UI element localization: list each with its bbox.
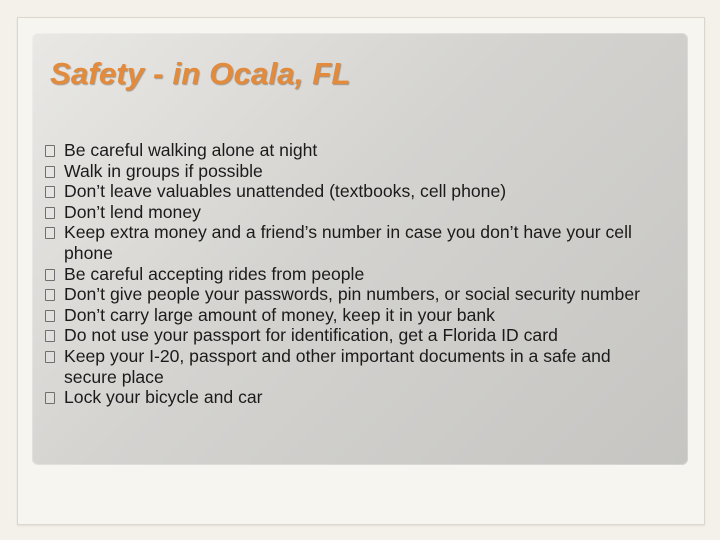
list-item: [44, 346, 664, 387]
list-item: [44, 181, 664, 202]
list-item-text: Don’t lend money: [64, 201, 201, 222]
list-item: [44, 305, 664, 326]
bullet-list: [44, 140, 664, 408]
list-item: [44, 325, 664, 346]
list-item-text: Don’t give people your passwords, pin numbers, or social security number: [64, 284, 640, 305]
list-item: [44, 140, 664, 161]
list-item: [44, 264, 664, 285]
list-item: [44, 202, 664, 223]
box-bullet-icon: [45, 186, 55, 198]
box-bullet-icon: [45, 310, 55, 322]
slide-title: Safety - in Ocala, FL: [50, 56, 351, 91]
box-bullet-icon: [45, 166, 55, 178]
list-item: [44, 284, 664, 305]
list-item-text: Walk in groups if possible: [64, 160, 263, 181]
list-item: [44, 387, 664, 408]
box-bullet-icon: [45, 227, 55, 239]
list-item-text: Be careful accepting rides from people: [64, 263, 365, 284]
list-item-text: Be careful walking alone at night: [64, 140, 318, 160]
list-item-text: Keep your I-20, passport and other important documents in a safe and secure place: [64, 345, 611, 387]
list-item-text: Keep extra money and a friend’s number in case you don’t have your cell phone: [64, 222, 632, 263]
list-item-text: Do not use your passport for identification, get a Florida ID card: [64, 325, 558, 346]
box-bullet-icon: [45, 351, 55, 363]
list-item: [44, 161, 664, 182]
box-bullet-icon: [45, 145, 55, 157]
box-bullet-icon: [45, 289, 55, 301]
list-item: [44, 222, 664, 263]
box-bullet-icon: [45, 330, 55, 342]
box-bullet-icon: [45, 269, 55, 281]
list-item-text: Don’t carry large amount of money, keep it in your bank: [64, 304, 495, 325]
list-item-text: Don’t leave valuables unattended (textbooks, cell phone): [64, 181, 507, 202]
box-bullet-icon: [45, 392, 55, 404]
list-item-text: Lock your bicycle and car: [64, 387, 263, 408]
box-bullet-icon: [45, 207, 55, 219]
